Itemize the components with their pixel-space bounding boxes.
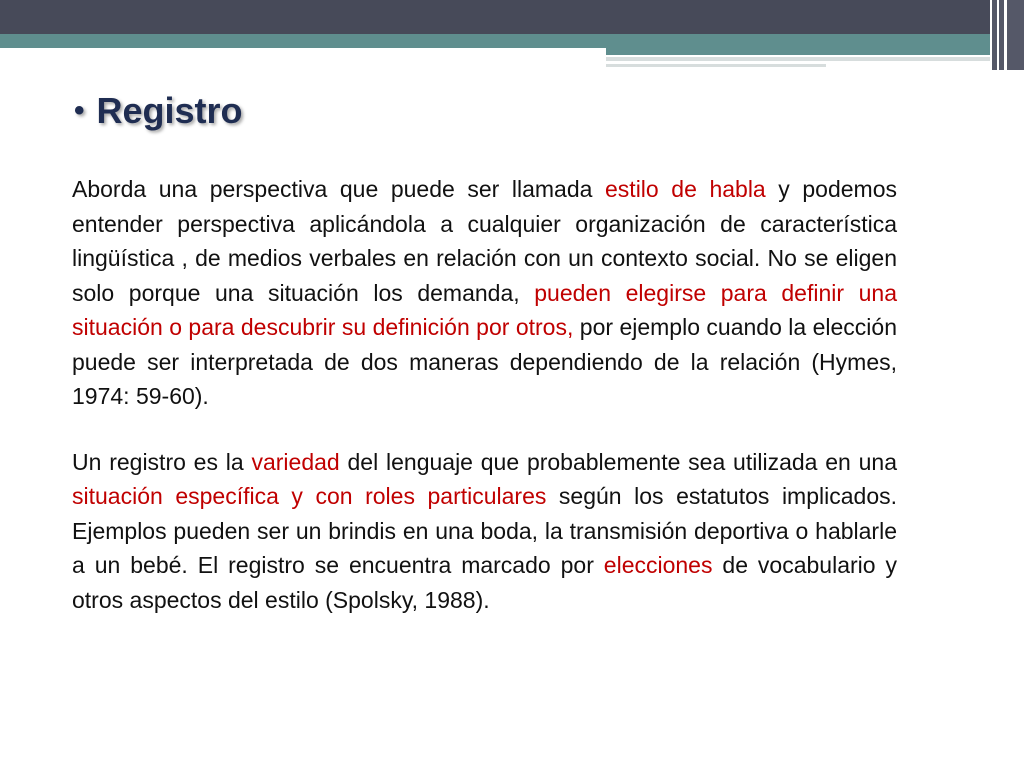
text-run: Un registro es la [72, 448, 252, 475]
header-rule-short [606, 64, 826, 67]
header-rule [606, 57, 994, 61]
title-text: Registro [96, 90, 243, 131]
corner-decoration [990, 0, 1024, 70]
highlighted-text: pueden elegirse para definir una situación o para descubrir su definición por otros, [72, 279, 897, 340]
slide-body [72, 172, 897, 648]
text-run: y podemos entender perspectiva aplicándola a cualquier organización de característica lingüística , de medios verbales en relación con un contexto social. No se eligen solo porque una situación los demanda, [72, 176, 897, 306]
paragraph [72, 172, 897, 414]
paragraph [72, 445, 897, 618]
highlighted-text: situación específica y con roles particulares [72, 483, 547, 509]
bullet-icon: • [74, 94, 85, 127]
slide-title [74, 90, 243, 132]
header-band [0, 0, 1024, 34]
text-run: Aborda una perspectiva que puede ser llamada [72, 176, 606, 202]
highlighted-text: elecciones [603, 552, 713, 578]
header-notch [606, 45, 994, 55]
highlighted-text: estilo de habla [605, 176, 766, 202]
text-run: según los estatutos implicados. Ejemplos pueden ser un brindis en una boda, la transmisión deportiva o hablarle a un bebé. El registro se encuentra marcado por [72, 483, 897, 578]
text-run: de vocabulario y otros aspectos del estilo (Spolsky, 1988). [72, 552, 897, 613]
text-run: del lenguaje que probablemente sea utilizada en una [339, 448, 897, 475]
text-run: por ejemplo cuando la elección puede ser interpretada de dos maneras dependiendo de la relación (Hymes, 1974: 59-60). [72, 314, 898, 409]
highlighted-text: variedad [251, 448, 340, 475]
